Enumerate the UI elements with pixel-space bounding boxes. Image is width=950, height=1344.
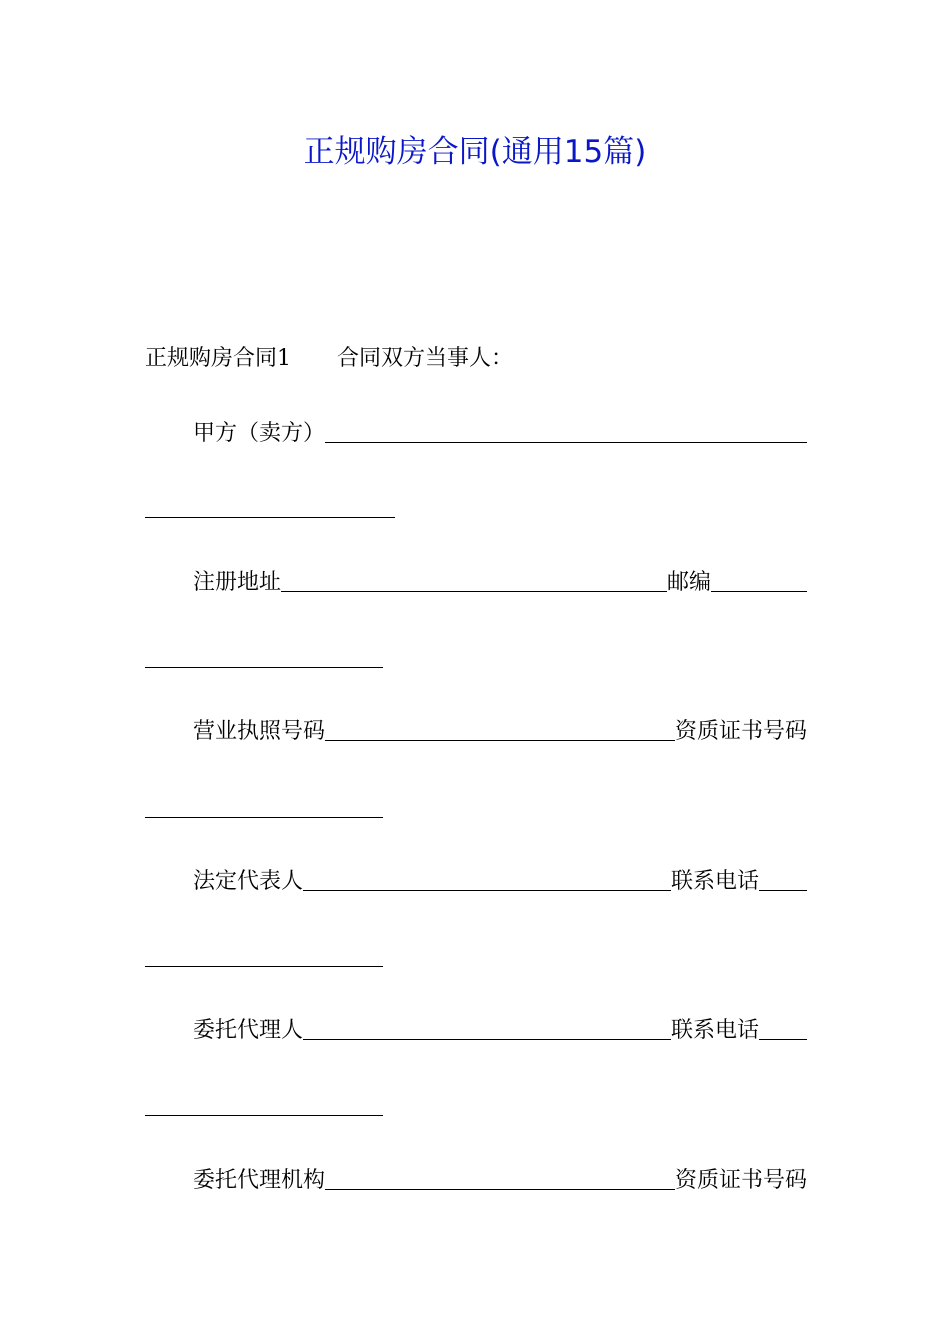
field-label-secondary: 资质证书号码 bbox=[674, 719, 807, 744]
field-agent bbox=[193, 1014, 807, 1048]
blank-line[interactable] bbox=[325, 1189, 675, 1190]
field-seller bbox=[193, 417, 807, 451]
blank-line-continued[interactable] bbox=[145, 966, 383, 967]
field-address bbox=[193, 566, 807, 600]
field-label: 甲方（卖方） bbox=[193, 421, 326, 446]
blank-line[interactable] bbox=[281, 591, 667, 592]
field-label: 法定代表人 bbox=[193, 869, 304, 894]
blank-line[interactable] bbox=[303, 890, 671, 891]
field-label: 注册地址 bbox=[193, 570, 282, 595]
field-label: 营业执照号码 bbox=[193, 719, 326, 744]
blank-line-continued[interactable] bbox=[145, 1115, 383, 1116]
parties-label: 合同双方当事人： bbox=[337, 346, 514, 371]
blank-line[interactable] bbox=[303, 1039, 671, 1040]
blank-line[interactable] bbox=[325, 442, 807, 443]
field-legal-rep bbox=[193, 865, 807, 899]
field-label: 委托代理人 bbox=[193, 1018, 304, 1043]
field-label: 委托代理机构 bbox=[193, 1168, 326, 1193]
blank-line[interactable] bbox=[711, 591, 807, 592]
contract-heading: 正规购房合同1 bbox=[145, 346, 291, 371]
field-label-secondary: 联系电话 bbox=[670, 1018, 759, 1043]
blank-line-continued[interactable] bbox=[145, 817, 383, 818]
blank-line[interactable] bbox=[759, 1039, 807, 1040]
intro-line bbox=[145, 342, 807, 376]
field-label-secondary: 联系电话 bbox=[670, 869, 759, 894]
blank-line-continued[interactable] bbox=[145, 517, 395, 518]
blank-line-continued[interactable] bbox=[145, 667, 383, 668]
field-label-secondary: 资质证书号码 bbox=[674, 1168, 807, 1193]
field-label-secondary: 邮编 bbox=[666, 570, 711, 595]
field-business-license bbox=[193, 715, 807, 749]
document-title: 正规购房合同(通用15篇) bbox=[303, 134, 647, 170]
blank-line[interactable] bbox=[325, 740, 675, 741]
field-agency bbox=[193, 1164, 807, 1198]
blank-line[interactable] bbox=[759, 890, 807, 891]
